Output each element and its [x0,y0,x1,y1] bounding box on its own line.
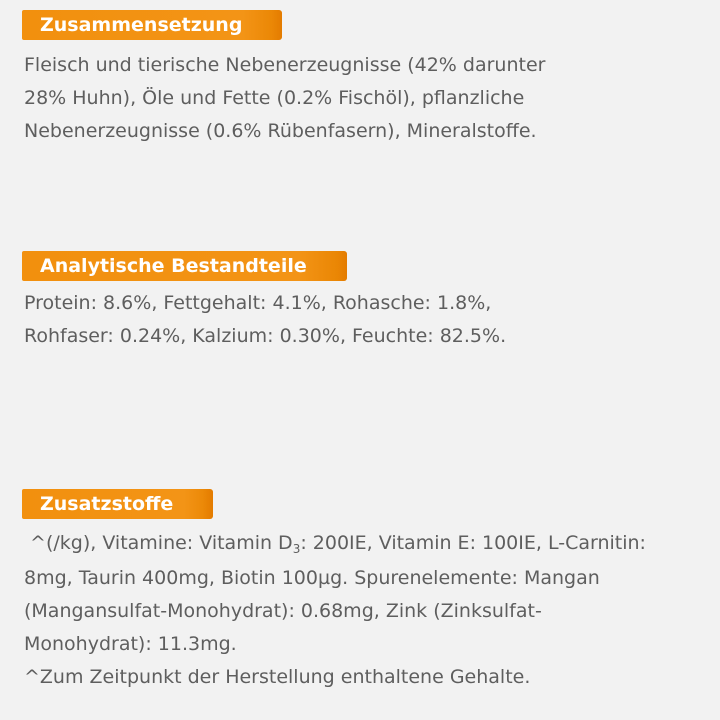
additives-line-part: : 200IE, Vitamin E: 100IE, L-Carnitin: [300,532,646,554]
additives-line: Monohydrat): 11.3mg. [24,633,237,655]
footnote-line: ^Zum Zeitpunkt der Herstellung enthaltene Gehalte. [24,666,531,688]
analytical-line: Protein: 8.6%, Fettgehalt: 4.1%, Rohasche: 1.8%, [24,292,492,314]
composition-heading: Zusammensetzung [22,10,282,40]
additives-line-part: ^(/kg), Vitamine: Vitamin D [24,532,293,554]
additives-line [24,527,702,562]
composition-section [22,10,702,148]
additives-line: (Mangansulfat-Monohydrat): 0.68mg, Zink (Zinksulfat- [24,600,542,622]
additives-heading: Zusatzstoffe [22,489,213,519]
analytical-section [22,251,702,353]
analytical-text [22,287,702,353]
composition-text [22,49,702,148]
additives-text [22,527,702,694]
analytical-heading: Analytische Bestandteile [22,251,347,281]
additives-line: 8mg, Taurin 400mg, Biotin 100µg. Spurenelemente: Mangan [24,567,600,589]
additives-section [22,489,702,694]
composition-line: Fleisch und tierische Nebenerzeugnisse (42% darunter [24,54,546,76]
analytical-line: Rohfaser: 0.24%, Kalzium: 0.30%, Feuchte: 82.5%. [24,325,507,347]
vitamin-d-subscript: 3 [292,542,301,556]
composition-line: 28% Huhn), Öle und Fette (0.2% Fischöl), pflanzliche [24,87,525,109]
composition-line: Nebenerzeugnisse (0.6% Rübenfasern), Mineralstoffe. [24,120,537,142]
